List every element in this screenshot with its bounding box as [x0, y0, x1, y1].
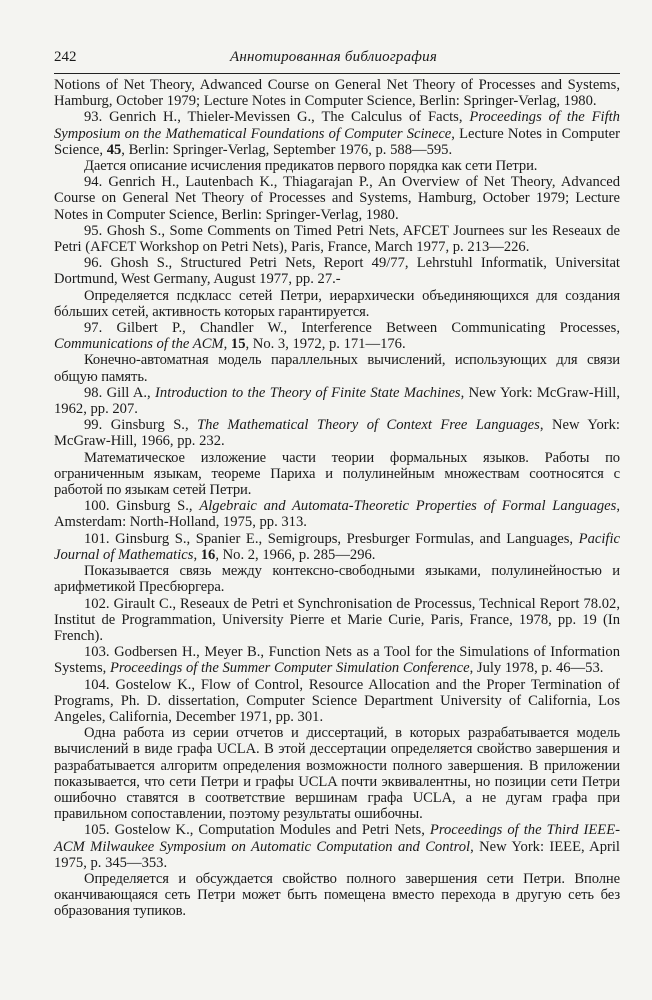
bibliography-body [54, 77, 620, 920]
bib-entry-101: 101. Ginsburg S., Spanier E., Semigroups, Presburger Formulas, and Languages, Pacific Journal of Mathematics, 16, No. 2, 1966, p. 285—296. [54, 530, 620, 563]
bib-entry-95: 95. Ghosh S., Some Comments on Timed Petri Nets, AFCET Journees sur les Reseaux de Petri (AFCET Workshop on Petri Nets), Paris, France, March 1977, p. 213—226. [54, 222, 620, 256]
annotation-104: Одна работа из серии отчетов и диссертаций, в которых разрабатывается модель вычислений в виде графа UCLA. В этой дессертации определяется свойство завершения и разрабатывается алгоритм определения возможности полного завершения. В приложении показывается, что сети Петри и графы UCLA почти эквивалентны, но позиции сети Петри ошибочно ставятся в соответствие вершинам графа UCLA, а не дугам графа при правильном сопоставлении, поэтому результаты ошибочны. [54, 725, 620, 823]
annotation-99: Математическое изложение части теории формальных языков. Работы по ограниченным языкам, теореме Париха и полулинейным множествам соотносятся с работой по языкам сетей Петри. [54, 449, 620, 499]
annotation-93: Дается описание исчисления предикатов первого порядка как сети Петри. [84, 158, 538, 175]
page-number: 242 [54, 49, 77, 65]
bib-entry-96: 96. Ghosh S., Structured Petri Nets, Report 49/77, Lehrstuhl Informatik, Universitat Dortmund, West Germany, August 1977, pp. 27.- [54, 255, 620, 288]
bib-entry-93: 93. Genrich H., Thieler-Mevissen G., The Calculus of Facts, Proceedings of the Fifth Symposium on the Mathematical Foundations of Computer Scinece, Lecture Notes in Computer Science, 45, Berlin: Springer-Verlag, September 1976, p. 588—595. [54, 109, 620, 158]
entry-continuation: Notions of Net Theory, Adwanced Course on General Net Theory of Processes and Systems, Hamburg, October 1979; Lecture Notes in Computer Science, Berlin: Springer-Verlag, 1980. [54, 77, 620, 110]
annotation-101: Показывается связь между контексно-свободными языками, полулинейностью и арифметикой Пресбюргера. [54, 563, 620, 596]
bib-entry-100: 100. Ginsburg S., Algebraic and Automata-Theoretic Properties of Formal Languages, Amsterdam: North-Holland, 1975, pp. 313. [54, 498, 620, 531]
annotation-97: Конечно-автоматная модель параллельных вычислений, использующих для связи общую память. [54, 352, 620, 385]
bib-entry-104: 104. Gostelow K., Flow of Control, Resource Allocation and the Proper Termination of Programs, Ph. D. dissertation, Computer Science Department University of California, Los Angeles, California, December 1971, pp. 301. [54, 676, 620, 725]
bib-entry-94: 94. Genrich H., Lautenbach K., Thiagarajan P., An Overview of Net Theory, Advanced Course on General Net Theory of Processes and Systems, Hamburg, October 1979; Lecture Notes in Computer Science, Berlin: Springer-Verlag, 1980. [54, 174, 620, 223]
page-header [54, 47, 620, 74]
bib-entry-103: 103. Godbersen H., Meyer B., Function Nets as a Tool for the Simulations of Information Systems, Proceedings of the Summer Computer Simulation Conference, July 1978, p. 46—53. [54, 644, 620, 677]
running-title: Аннотированная библиография [230, 49, 438, 65]
bib-entry-99: 99. Ginsburg S., The Mathematical Theory of Context Free Languages, New York: McGraw-Hill, 1966, pp. 232. [54, 417, 620, 450]
bib-entry-97: 97. Gilbert P., Chandler W., Interference Between Communicating Processes, Communications of the ACM, 15, No. 3, 1972, p. 171—176. [54, 320, 620, 353]
bib-entry-98: 98. Gill A., Introduction to the Theory of Finite State Machines, New York: McGraw-Hill, 1962, pp. 207. [54, 384, 621, 418]
annotation-105: Определяется и обсуждается свойство полного завершения сети Петри. Вполне оканчивающаяся сеть Петри может быть помещена вместо перехода в другую сеть без образования тупиков. [54, 870, 620, 920]
bib-entry-105: 105. Gostelow K., Computation Modules and Petri Nets, Proceedings of the Third IEEE-ACM Milwaukee Symposium on Automatic Computation and Control, New York: IEEE, April 1975, p. 345—353. [54, 822, 620, 871]
bib-entry-102: 102. Girault C., Reseaux de Petri et Synchronisation de Processus, Technical Report 78.02, Institut de Programmation, University Pierre et Marie Curie, Paris, France, 1978, pp. 19 (In French). [54, 595, 620, 644]
annotation-96: Определяется псдкласс сетей Петри, иерархически объединяющихся для создания бóльших сетей, активность которых гарантируется. [54, 287, 620, 320]
